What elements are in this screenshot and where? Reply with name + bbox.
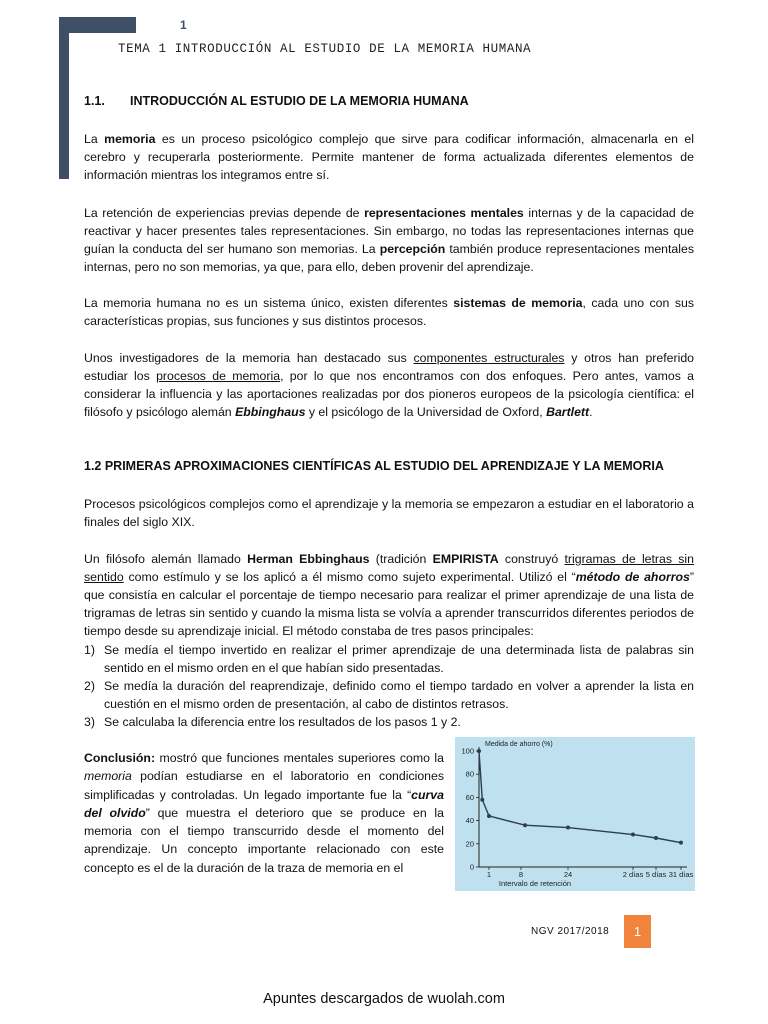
data-point — [480, 798, 484, 802]
list-item — [84, 713, 694, 731]
bold-term: memoria — [104, 132, 156, 146]
text: es un proceso psicológico complejo que sirve para codificar información, almacenarla en el cerebro y recuperarla posteriormente. Permite mantener de forma actualizada diferentes elementos de información mientras los integramos entre sí. — [84, 132, 694, 182]
text: ” que consistía en calcular el porcentaje de tiempo necesario para realizar el primer aprendizaje de una lista de trigramas de letras sin sentido y cuando la misma lista se volvía a aprender transcurridos diferentes periodos de tiempo desde su aprendizaje inicial. El método constaba de tres pasos principales: — [84, 570, 694, 638]
x-tick-label: 8 — [518, 870, 524, 879]
bold-term: Conclusión: — [84, 751, 156, 765]
bold-term: percepción — [379, 242, 446, 256]
forgetting-curve-chart — [455, 737, 695, 891]
section-1-heading — [84, 94, 469, 108]
text: y otros han preferido estudiar los — [84, 351, 695, 383]
underlined-term: procesos de memoria — [156, 369, 281, 383]
text: también produce representaciones mentales internas, pero no son memorias, ya que, para ello, deben provenir del aprendizaje. — [84, 242, 694, 274]
text: como estímulo y se los aplicó a él mismo como sujeto experimental. Utilizó el “ — [123, 570, 576, 584]
header-page-number: 1 — [180, 18, 187, 32]
text: podían estudiarse en el laboratorio en condiciones simplificadas y controladas. Un legado importante fue la “ — [84, 769, 444, 802]
list-item — [84, 641, 694, 677]
list-text: Se calculaba la diferencia entre los resultados de los pasos 1 y 2. — [104, 715, 461, 729]
text: mostró que funciones mentales superiores como la — [155, 751, 444, 765]
text: La memoria humana no es un sistema único, existen diferentes — [84, 296, 454, 310]
list-text: Se medía la duración del reaprendizaje, definido como el tiempo tardado en volver a aprender la lista en cuestión en el mismo orden de presentación, al cabo de distintos retrasos. — [104, 679, 694, 711]
bold-italic-term: curva del olvido — [84, 787, 444, 820]
section-2-heading: 1.2 PRIMERAS APROXIMACIONES CIENTÍFICAS AL ESTUDIO DEL APRENDIZAJE Y LA MEMORIA — [84, 459, 664, 473]
y-tick-label: 80 — [465, 769, 474, 779]
section-1-paragraph-2 — [84, 204, 694, 276]
data-point — [477, 749, 481, 753]
section-1-paragraph-3 — [84, 294, 694, 330]
footer-course: NGV 2017/2018 — [531, 926, 610, 937]
text: internas y de la capacidad de reactivar y hacer presentes tales representaciones. Sin embargo, no todas las representaciones internas que guían la conducta del ser humano son memorias. La — [84, 206, 694, 256]
y-tick-label: 0 — [469, 862, 474, 872]
text: La — [84, 132, 105, 146]
header-bar-horizontal — [59, 17, 136, 33]
underlined-term: componentes estructurales — [413, 351, 565, 365]
header-bar-vertical — [59, 17, 69, 179]
list-number: 1) — [84, 643, 95, 657]
data-point — [566, 826, 570, 830]
data-point — [631, 833, 635, 837]
y-tick-label: 60 — [465, 792, 474, 802]
underlined-term: trigramas de letras sin sentido — [84, 552, 694, 584]
text: , por lo que nos encontramos con dos enfoques. Pero antes, vamos a considerar la influencia y las aportaciones realizadas por dos pioneros europeos de la psicología científica: el filósofo y psicólogo alemán — [84, 369, 694, 419]
data-point — [487, 814, 491, 818]
x-tick-label: 2 días — [622, 870, 644, 879]
text: . — [589, 405, 593, 419]
section-2-paragraph-2 — [84, 550, 694, 640]
text: Un filósofo alemán llamado — [84, 552, 248, 566]
text: construyó — [498, 552, 565, 566]
download-note: Apuntes descargados de wuolah.com — [263, 991, 505, 1007]
section-1-title: INTRODUCCIÓN AL ESTUDIO DE LA MEMORIA HUMANA — [130, 94, 469, 108]
data-point — [654, 836, 658, 840]
text: , cada uno con sus características propias, sus funciones y sus distintos procesos. — [84, 296, 694, 328]
chart-title: Medida de ahorro (%) — [485, 741, 553, 748]
text: Unos investigadores de la memoria han destacado sus — [84, 351, 414, 365]
x-tick-label: 31 días — [668, 870, 694, 879]
section-2-paragraph-1 — [84, 495, 694, 531]
series-line — [479, 751, 681, 843]
bold-italic-term: Ebbinghaus — [235, 405, 306, 419]
section-1-paragraph-1 — [84, 130, 694, 184]
text: La retención de experiencias previas depende de — [84, 206, 365, 220]
bold-italic-term: método de ahorros — [575, 570, 690, 584]
conclusion-paragraph — [84, 749, 444, 877]
text: Procesos psicológicos complejos como el aprendizaje y la memoria se empezaron a estudiar en el laboratorio a finales del siglo XIX. — [84, 497, 694, 529]
list-number: 3) — [84, 715, 95, 729]
text: y el psicólogo de la Universidad de Oxford, — [305, 405, 547, 419]
list-item — [84, 677, 694, 713]
section-1-number: 1.1. — [84, 94, 105, 108]
x-tick-label: 24 — [563, 870, 573, 879]
header-title: TEMA 1 INTRODUCCIÓN AL ESTUDIO DE LA MEMORIA HUMANA — [118, 42, 532, 56]
section-1-paragraph-4 — [84, 349, 694, 421]
data-point — [679, 841, 683, 845]
y-tick-label: 20 — [465, 839, 474, 849]
y-tick-label: 100 — [461, 746, 474, 756]
list-text: Se medía el tiempo invertido en realizar el primer aprendizaje de una determinada lista de palabras sin sentido en el mismo orden en el que habían sido presentadas. — [104, 643, 694, 675]
text: ” que muestra el deterioro que se produce en la memoria con el tiempo transcurrido desde el momento del aprendizaje. Un concepto importante relacionado con este concepto es el de la duración de la traza de memoria en el — [84, 805, 445, 875]
text: (tradición — [369, 552, 433, 566]
bold-term: sistemas de memoria — [453, 296, 583, 310]
bold-term: representaciones mentales — [364, 206, 524, 220]
steps-list — [84, 641, 694, 731]
data-point — [523, 823, 527, 827]
bold-term: EMPIRISTA — [432, 552, 499, 566]
italic-term: memoria — [84, 769, 132, 784]
list-number: 2) — [84, 679, 95, 693]
x-axis-label: Intervalo de retención — [498, 879, 572, 888]
footer-page-number: 1 — [624, 915, 651, 948]
bold-term: Herman Ebbinghaus — [247, 552, 370, 566]
x-tick-label: 1 — [486, 870, 492, 879]
y-tick-label: 40 — [465, 816, 474, 826]
forgetting-curve-figure — [455, 737, 695, 891]
bold-italic-term: Bartlett — [546, 405, 590, 419]
x-tick-label: 5 días — [645, 870, 667, 879]
